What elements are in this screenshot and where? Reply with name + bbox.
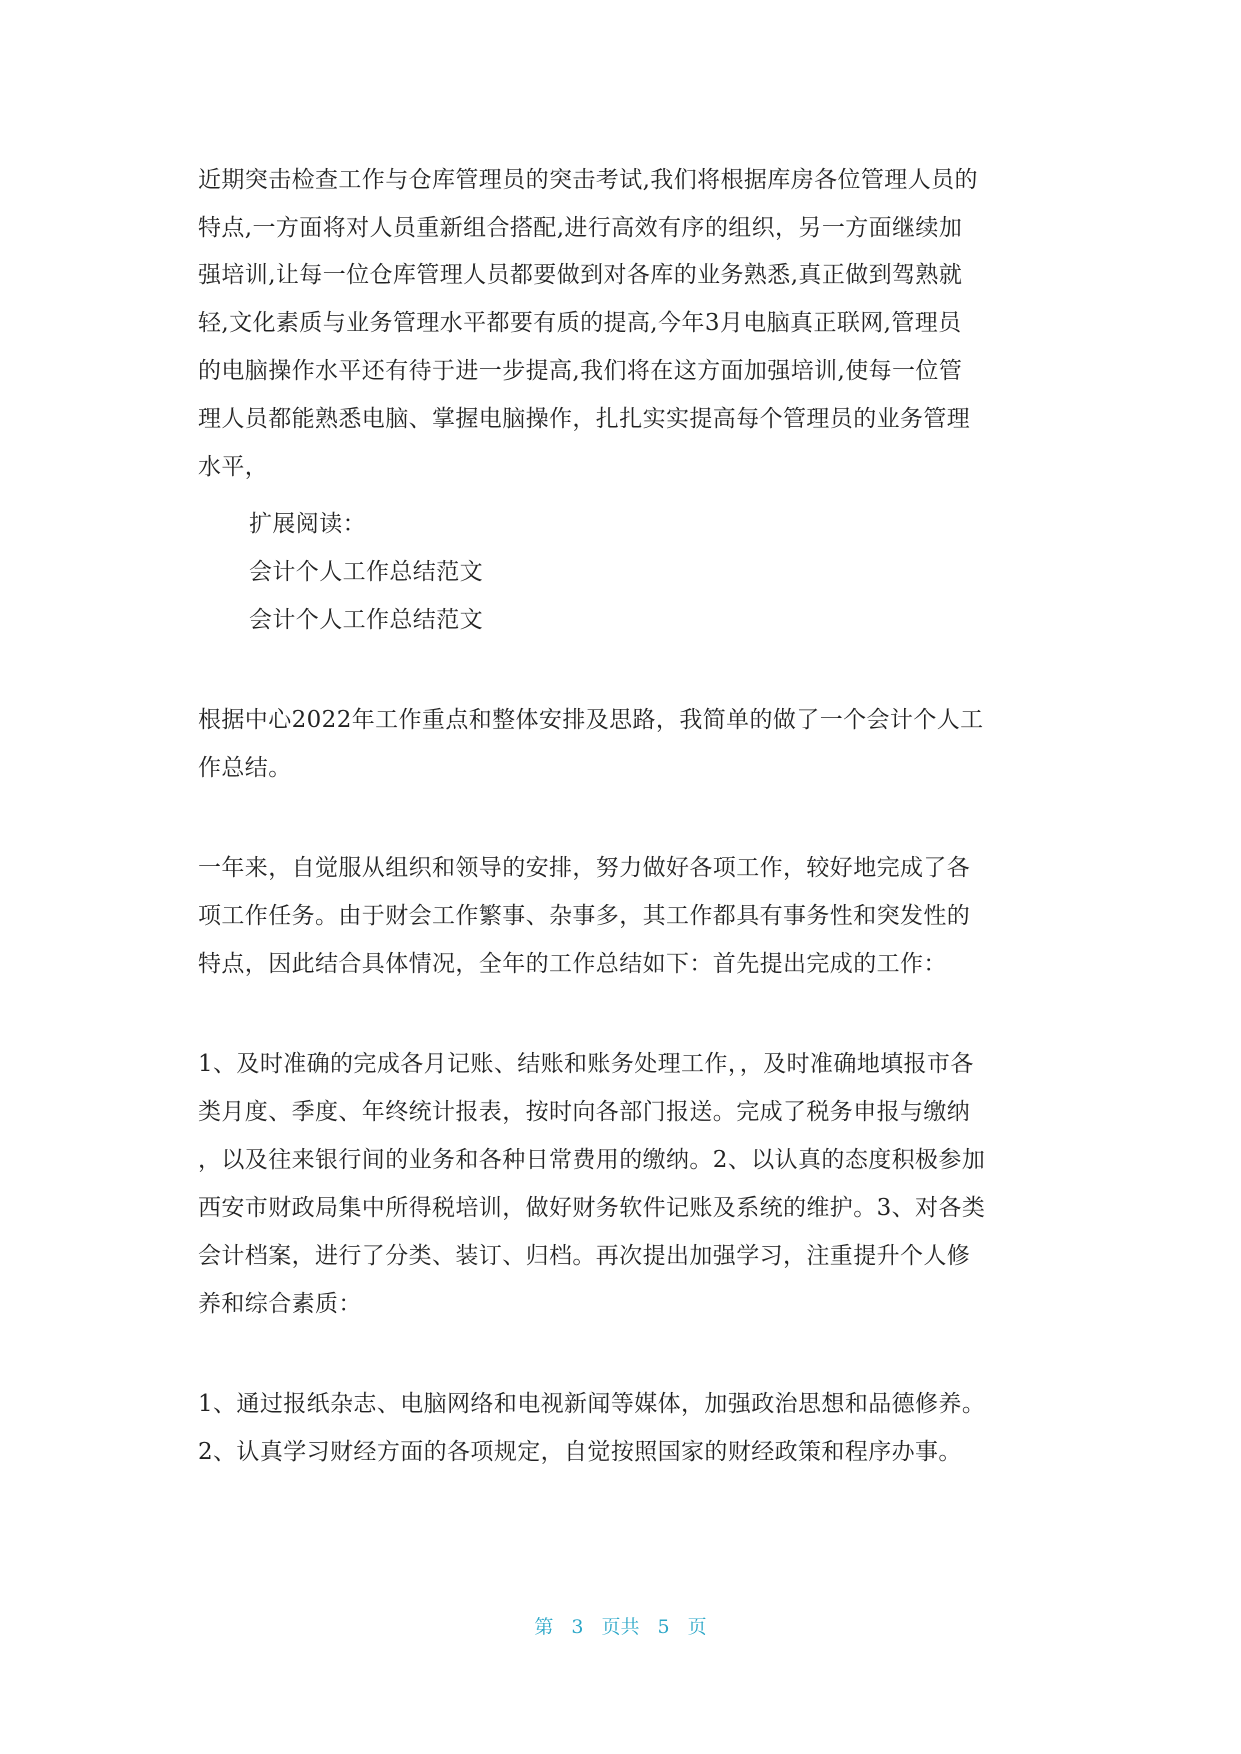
text-line: 养和综合素质： bbox=[198, 1291, 362, 1317]
text-line: 西安市财政局集中所得税培训，做好财务软件记账及系统的维护。3、对各类 bbox=[198, 1195, 986, 1221]
text-line: 特点，因此结合具体情况，全年的工作总结如下：首先提出完成的工作： bbox=[198, 951, 947, 977]
extended-reading-item: 会计个人工作总结范文 bbox=[249, 559, 483, 585]
text-line: 一年来，自觉服从组织和领导的安排，努力做好各项工作，较好地完成了各 bbox=[198, 855, 971, 881]
footer-page-total-word: 页共 bbox=[601, 1616, 640, 1638]
page-number-footer bbox=[0, 1612, 1241, 1639]
total-pages-number: 5 bbox=[657, 1616, 670, 1638]
extended-reading-label: 扩展阅读： bbox=[249, 511, 366, 537]
text-line: 的电脑操作水平还有待于进一步提高,我们将在这方面加强培训,使每一位管 bbox=[198, 358, 963, 384]
text-line: 2、认真学习财经方面的各项规定，自觉按照国家的财经政策和程序办事。 bbox=[198, 1439, 962, 1465]
text-line: 会计档案，进行了分类、装订、归档。再次提出加强学习，注重提升个人修 bbox=[198, 1243, 971, 1269]
text-line: 轻,文化素质与业务管理水平都要有质的提高,今年3月电脑真正联网,管理员 bbox=[198, 310, 962, 336]
text-line: ，以及往来银行间的业务和各种日常费用的缴纳。2、以认真的态度积极参加 bbox=[198, 1147, 986, 1173]
text-line: 理人员都能熟悉电脑、掌握电脑操作，扎扎实实提高每个管理员的业务管理 bbox=[198, 406, 971, 432]
text-line: 特点,一方面将对人员重新组合搭配,进行高效有序的组织，另一方面继续加 bbox=[198, 215, 963, 241]
text-line: 根据中心2022年工作重点和整体安排及思路，我简单的做了一个会计个人工 bbox=[198, 707, 984, 733]
footer-page-word: 第 bbox=[534, 1616, 554, 1638]
text-line: 水平， bbox=[198, 454, 269, 480]
footer-page-end-word: 页 bbox=[687, 1616, 707, 1638]
text-line: 近期突击检查工作与仓库管理员的突击考试,我们将根据库房各位管理人员的 bbox=[198, 167, 978, 193]
text-line: 强培训,让每一位仓库管理人员都要做到对各库的业务熟悉,真正做到驾熟就 bbox=[198, 262, 963, 288]
current-page-number: 3 bbox=[571, 1616, 584, 1638]
text-line: 作总结。 bbox=[198, 755, 292, 781]
text-line: 项工作任务。由于财会工作繁事、杂事多，其工作都具有事务性和突发性的 bbox=[198, 903, 971, 929]
text-line: 1、及时准确的完成各月记账、结账和账务处理工作，，及时准确地填报市各 bbox=[198, 1051, 974, 1077]
text-line: 1、通过报纸杂志、电脑网络和电视新闻等媒体，加强政治思想和品德修养。 bbox=[198, 1391, 986, 1417]
extended-reading-item: 会计个人工作总结范文 bbox=[249, 607, 483, 633]
text-line: 类月度、季度、年终统计报表，按时向各部门报送。完成了税务申报与缴纳 bbox=[198, 1099, 971, 1125]
